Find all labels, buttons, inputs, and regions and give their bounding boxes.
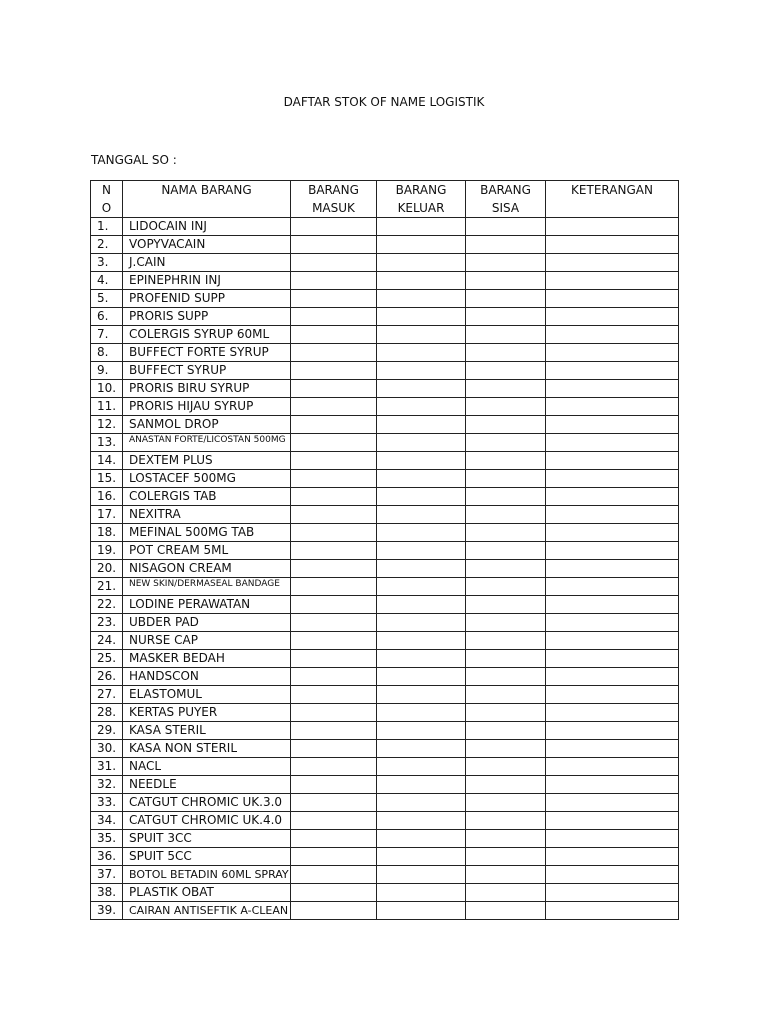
row-number: 22. (91, 596, 123, 614)
table-row (91, 452, 679, 470)
barang-keluar-cell (377, 650, 466, 668)
table-row (91, 434, 679, 452)
table-row (91, 308, 679, 326)
row-number: 24. (91, 632, 123, 650)
table-row (91, 398, 679, 416)
barang-keluar-cell (377, 614, 466, 632)
table-row (91, 722, 679, 740)
row-number: 14. (91, 452, 123, 470)
item-name: NACL (123, 758, 291, 776)
barang-masuk-cell (291, 506, 377, 524)
barang-masuk-cell (291, 740, 377, 758)
keterangan-cell (546, 488, 679, 506)
row-number: 11. (91, 398, 123, 416)
barang-masuk-cell (291, 218, 377, 236)
barang-sisa-cell (466, 470, 546, 488)
keterangan-cell (546, 470, 679, 488)
barang-masuk-cell (291, 362, 377, 380)
barang-masuk-cell (291, 812, 377, 830)
item-name: KASA STERIL (123, 722, 291, 740)
barang-masuk-cell (291, 632, 377, 650)
barang-keluar-cell (377, 416, 466, 434)
row-number: 13. (91, 434, 123, 452)
item-name: SANMOL DROP (123, 416, 291, 434)
keterangan-cell (546, 398, 679, 416)
item-name: ELASTOMUL (123, 686, 291, 704)
row-number: 8. (91, 344, 123, 362)
table-row (91, 794, 679, 812)
table-row (91, 776, 679, 794)
barang-keluar-cell (377, 542, 466, 560)
keterangan-cell (546, 524, 679, 542)
row-number: 5. (91, 290, 123, 308)
row-number: 17. (91, 506, 123, 524)
barang-sisa-cell (466, 812, 546, 830)
barang-masuk-cell (291, 542, 377, 560)
keterangan-cell (546, 542, 679, 560)
barang-keluar-cell (377, 632, 466, 650)
barang-masuk-cell (291, 326, 377, 344)
barang-masuk-cell (291, 560, 377, 578)
row-number: 38. (91, 884, 123, 902)
keterangan-cell (546, 614, 679, 632)
table-row (91, 272, 679, 290)
barang-keluar-cell (377, 272, 466, 290)
barang-keluar-cell (377, 236, 466, 254)
item-name: ANASTAN FORTE/LICOSTAN 500MG (123, 434, 291, 452)
item-name: NEXITRA (123, 506, 291, 524)
barang-keluar-cell (377, 434, 466, 452)
header-no: N O (91, 181, 123, 218)
barang-sisa-cell (466, 434, 546, 452)
item-name: EPINEPHRIN INJ (123, 272, 291, 290)
item-name: SPUIT 3CC (123, 830, 291, 848)
keterangan-cell (546, 452, 679, 470)
item-name: BOTOL BETADIN 60ML SPRAY (123, 866, 291, 884)
item-name: PLASTIK OBAT (123, 884, 291, 902)
keterangan-cell (546, 362, 679, 380)
barang-keluar-cell (377, 704, 466, 722)
barang-sisa-cell (466, 686, 546, 704)
barang-keluar-cell (377, 794, 466, 812)
barang-keluar-cell (377, 308, 466, 326)
table-row (91, 830, 679, 848)
table-row (91, 632, 679, 650)
barang-masuk-cell (291, 398, 377, 416)
barang-masuk-cell (291, 704, 377, 722)
barang-sisa-cell (466, 884, 546, 902)
table-row (91, 560, 679, 578)
keterangan-cell (546, 830, 679, 848)
keterangan-cell (546, 722, 679, 740)
table-row (91, 848, 679, 866)
item-name: NISAGON CREAM (123, 560, 291, 578)
row-number: 1. (91, 218, 123, 236)
table-row (91, 704, 679, 722)
barang-sisa-cell (466, 776, 546, 794)
row-number: 31. (91, 758, 123, 776)
item-name: KASA NON STERIL (123, 740, 291, 758)
item-name: SPUIT 5CC (123, 848, 291, 866)
keterangan-cell (546, 776, 679, 794)
barang-masuk-cell (291, 272, 377, 290)
keterangan-cell (546, 686, 679, 704)
keterangan-cell (546, 434, 679, 452)
barang-sisa-cell (466, 398, 546, 416)
row-number: 39. (91, 902, 123, 920)
barang-keluar-cell (377, 830, 466, 848)
barang-masuk-cell (291, 650, 377, 668)
barang-masuk-cell (291, 830, 377, 848)
table-row (91, 236, 679, 254)
item-name: MASKER BEDAH (123, 650, 291, 668)
item-name: CAIRAN ANTISEFTIK A-CLEAN (123, 902, 291, 920)
keterangan-cell (546, 416, 679, 434)
table-row (91, 470, 679, 488)
barang-keluar-cell (377, 848, 466, 866)
barang-sisa-cell (466, 758, 546, 776)
barang-sisa-cell (466, 488, 546, 506)
barang-masuk-cell (291, 902, 377, 920)
row-number: 21. (91, 578, 123, 596)
barang-sisa-cell (466, 290, 546, 308)
tanggal-so-label: TANGGAL SO : (91, 153, 177, 167)
item-name: LOSTACEF 500MG (123, 470, 291, 488)
table-row (91, 524, 679, 542)
header-keterangan: KETERANGAN (546, 181, 679, 218)
row-number: 25. (91, 650, 123, 668)
table-row (91, 362, 679, 380)
barang-sisa-cell (466, 506, 546, 524)
barang-masuk-cell (291, 254, 377, 272)
header-barang-sisa: BARANG SISA (466, 181, 546, 218)
barang-masuk-cell (291, 866, 377, 884)
table-row (91, 614, 679, 632)
barang-sisa-cell (466, 218, 546, 236)
table-row (91, 254, 679, 272)
barang-masuk-cell (291, 722, 377, 740)
barang-sisa-cell (466, 722, 546, 740)
barang-sisa-cell (466, 902, 546, 920)
barang-sisa-cell (466, 740, 546, 758)
barang-masuk-cell (291, 668, 377, 686)
keterangan-cell (546, 740, 679, 758)
item-name: NEEDLE (123, 776, 291, 794)
table-row (91, 866, 679, 884)
table-row (91, 884, 679, 902)
barang-masuk-cell (291, 344, 377, 362)
barang-sisa-cell (466, 542, 546, 560)
row-number: 36. (91, 848, 123, 866)
barang-masuk-cell (291, 776, 377, 794)
barang-keluar-cell (377, 362, 466, 380)
table-row (91, 290, 679, 308)
row-number: 16. (91, 488, 123, 506)
table-row (91, 218, 679, 236)
keterangan-cell (546, 812, 679, 830)
item-name: PRORIS HIJAU SYRUP (123, 398, 291, 416)
table-row (91, 416, 679, 434)
row-number: 10. (91, 380, 123, 398)
barang-masuk-cell (291, 488, 377, 506)
barang-keluar-cell (377, 398, 466, 416)
table-row (91, 650, 679, 668)
barang-keluar-cell (377, 884, 466, 902)
keterangan-cell (546, 290, 679, 308)
header-nama-barang: NAMA BARANG (123, 181, 291, 218)
row-number: 19. (91, 542, 123, 560)
table-row (91, 758, 679, 776)
item-name: LIDOCAIN INJ (123, 218, 291, 236)
item-name: DEXTEM PLUS (123, 452, 291, 470)
item-name: MEFINAL 500MG TAB (123, 524, 291, 542)
barang-keluar-cell (377, 758, 466, 776)
barang-sisa-cell (466, 830, 546, 848)
item-name: UBDER PAD (123, 614, 291, 632)
barang-sisa-cell (466, 596, 546, 614)
keterangan-cell (546, 596, 679, 614)
row-number: 30. (91, 740, 123, 758)
barang-keluar-cell (377, 470, 466, 488)
row-number: 3. (91, 254, 123, 272)
table-row (91, 902, 679, 920)
barang-masuk-cell (291, 416, 377, 434)
keterangan-cell (546, 902, 679, 920)
keterangan-cell (546, 380, 679, 398)
row-number: 34. (91, 812, 123, 830)
barang-sisa-cell (466, 362, 546, 380)
row-number: 18. (91, 524, 123, 542)
table-row (91, 344, 679, 362)
keterangan-cell (546, 272, 679, 290)
barang-keluar-cell (377, 254, 466, 272)
item-name: VOPYVACAIN (123, 236, 291, 254)
barang-keluar-cell (377, 290, 466, 308)
barang-keluar-cell (377, 866, 466, 884)
barang-masuk-cell (291, 434, 377, 452)
barang-masuk-cell (291, 308, 377, 326)
barang-masuk-cell (291, 794, 377, 812)
row-number: 28. (91, 704, 123, 722)
barang-keluar-cell (377, 524, 466, 542)
barang-keluar-cell (377, 488, 466, 506)
table-row (91, 326, 679, 344)
barang-masuk-cell (291, 380, 377, 398)
row-number: 7. (91, 326, 123, 344)
barang-sisa-cell (466, 254, 546, 272)
barang-keluar-cell (377, 578, 466, 596)
item-name: CATGUT CHROMIC UK.3.0 (123, 794, 291, 812)
item-name: J.CAIN (123, 254, 291, 272)
barang-masuk-cell (291, 884, 377, 902)
keterangan-cell (546, 668, 679, 686)
item-name: NEW SKIN/DERMASEAL BANDAGE (123, 578, 291, 596)
barang-masuk-cell (291, 524, 377, 542)
barang-sisa-cell (466, 344, 546, 362)
keterangan-cell (546, 344, 679, 362)
item-name: KERTAS PUYER (123, 704, 291, 722)
barang-sisa-cell (466, 326, 546, 344)
table-row (91, 488, 679, 506)
barang-keluar-cell (377, 218, 466, 236)
keterangan-cell (546, 632, 679, 650)
item-name: COLERGIS SYRUP 60ML (123, 326, 291, 344)
barang-masuk-cell (291, 848, 377, 866)
barang-masuk-cell (291, 452, 377, 470)
table-row (91, 740, 679, 758)
barang-keluar-cell (377, 722, 466, 740)
keterangan-cell (546, 308, 679, 326)
table-row (91, 542, 679, 560)
barang-masuk-cell (291, 470, 377, 488)
keterangan-cell (546, 578, 679, 596)
row-number: 6. (91, 308, 123, 326)
stock-table (90, 180, 679, 920)
row-number: 23. (91, 614, 123, 632)
table-row (91, 668, 679, 686)
table-row (91, 380, 679, 398)
row-number: 29. (91, 722, 123, 740)
table-row (91, 596, 679, 614)
barang-keluar-cell (377, 668, 466, 686)
item-name: BUFFECT FORTE SYRUP (123, 344, 291, 362)
barang-keluar-cell (377, 380, 466, 398)
header-barang-masuk: BARANG MASUK (291, 181, 377, 218)
barang-keluar-cell (377, 776, 466, 794)
barang-keluar-cell (377, 452, 466, 470)
barang-keluar-cell (377, 344, 466, 362)
row-number: 32. (91, 776, 123, 794)
item-name: LODINE PERAWATAN (123, 596, 291, 614)
barang-sisa-cell (466, 308, 546, 326)
barang-sisa-cell (466, 614, 546, 632)
barang-sisa-cell (466, 524, 546, 542)
item-name: CATGUT CHROMIC UK.4.0 (123, 812, 291, 830)
row-number: 27. (91, 686, 123, 704)
barang-sisa-cell (466, 704, 546, 722)
item-name: COLERGIS TAB (123, 488, 291, 506)
barang-keluar-cell (377, 740, 466, 758)
barang-sisa-cell (466, 416, 546, 434)
table-row (91, 686, 679, 704)
row-number: 4. (91, 272, 123, 290)
barang-masuk-cell (291, 596, 377, 614)
barang-sisa-cell (466, 848, 546, 866)
barang-sisa-cell (466, 380, 546, 398)
keterangan-cell (546, 884, 679, 902)
barang-sisa-cell (466, 272, 546, 290)
barang-sisa-cell (466, 650, 546, 668)
keterangan-cell (546, 650, 679, 668)
barang-sisa-cell (466, 578, 546, 596)
row-number: 15. (91, 470, 123, 488)
keterangan-cell (546, 848, 679, 866)
table-row (91, 812, 679, 830)
keterangan-cell (546, 866, 679, 884)
table-row (91, 506, 679, 524)
item-name: HANDSCON (123, 668, 291, 686)
barang-masuk-cell (291, 758, 377, 776)
barang-sisa-cell (466, 794, 546, 812)
barang-keluar-cell (377, 596, 466, 614)
keterangan-cell (546, 236, 679, 254)
barang-sisa-cell (466, 632, 546, 650)
row-number: 37. (91, 866, 123, 884)
keterangan-cell (546, 254, 679, 272)
barang-keluar-cell (377, 812, 466, 830)
item-name: POT CREAM 5ML (123, 542, 291, 560)
barang-sisa-cell (466, 236, 546, 254)
barang-keluar-cell (377, 686, 466, 704)
item-name: PROFENID SUPP (123, 290, 291, 308)
item-name: PRORIS BIRU SYRUP (123, 380, 291, 398)
barang-keluar-cell (377, 326, 466, 344)
barang-keluar-cell (377, 902, 466, 920)
keterangan-cell (546, 794, 679, 812)
row-number: 35. (91, 830, 123, 848)
row-number: 26. (91, 668, 123, 686)
barang-masuk-cell (291, 290, 377, 308)
keterangan-cell (546, 326, 679, 344)
barang-keluar-cell (377, 560, 466, 578)
row-number: 9. (91, 362, 123, 380)
barang-sisa-cell (466, 866, 546, 884)
item-name: BUFFECT SYRUP (123, 362, 291, 380)
barang-masuk-cell (291, 686, 377, 704)
row-number: 20. (91, 560, 123, 578)
row-number: 12. (91, 416, 123, 434)
barang-masuk-cell (291, 236, 377, 254)
barang-masuk-cell (291, 578, 377, 596)
keterangan-cell (546, 218, 679, 236)
keterangan-cell (546, 506, 679, 524)
row-number: 2. (91, 236, 123, 254)
table-row (91, 578, 679, 596)
item-name: NURSE CAP (123, 632, 291, 650)
keterangan-cell (546, 758, 679, 776)
barang-sisa-cell (466, 452, 546, 470)
item-name: PRORIS SUPP (123, 308, 291, 326)
row-number: 33. (91, 794, 123, 812)
barang-masuk-cell (291, 614, 377, 632)
barang-sisa-cell (466, 668, 546, 686)
keterangan-cell (546, 704, 679, 722)
barang-keluar-cell (377, 506, 466, 524)
header-barang-keluar: BARANG KELUAR (377, 181, 466, 218)
keterangan-cell (546, 560, 679, 578)
table-header-row (91, 181, 679, 218)
barang-sisa-cell (466, 560, 546, 578)
document-title: DAFTAR STOK OF NAME LOGISTIK (283, 95, 485, 109)
